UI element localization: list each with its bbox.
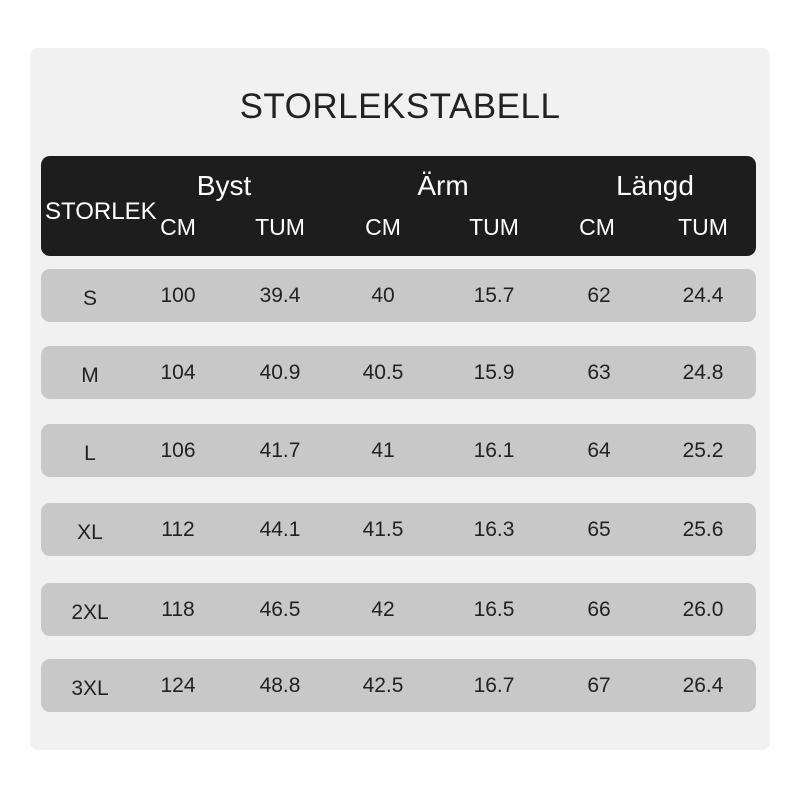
header-unit-length-tum: TUM [678,214,728,240]
cell-size: 3XL [71,676,109,700]
header-unit-sleeve-tum: TUM [469,214,519,240]
table-row [41,269,756,322]
table-row [41,346,756,399]
cell-sleeve-cm: 40 [371,283,395,307]
header-unit-bust-cm: CM [160,214,196,240]
cell-sleeve-tum: 15.9 [473,360,515,384]
cell-length-tum: 24.8 [682,360,724,384]
cell-size: XL [77,520,103,544]
cell-bust-tum: 41.7 [259,438,301,462]
cell-bust-cm: 112 [161,517,195,541]
cell-length-tum: 24.4 [682,283,724,307]
table-row [41,583,756,636]
cell-bust-cm: 124 [160,673,196,697]
cell-sleeve-tum: 15.7 [473,283,515,307]
cell-size: L [84,441,96,465]
cell-length-cm: 63 [587,360,611,384]
table-row [41,659,756,712]
header-unit-bust-tum: TUM [255,214,305,240]
cell-bust-cm: 118 [161,597,195,621]
cell-sleeve-tum: 16.3 [473,517,515,541]
header-group-length: Längd [616,170,694,201]
cell-size: 2XL [71,600,109,624]
cell-size: S [82,286,98,310]
cell-sleeve-cm: 40.5 [362,360,404,384]
header-group-bust: Byst [196,170,252,201]
header-size-label: STORLEK [45,198,157,225]
header-unit-sleeve-cm: CM [365,214,401,240]
cell-sleeve-cm: 41 [371,438,395,462]
cell-bust-tum: 39.4 [259,283,301,307]
cell-length-cm: 65 [587,517,611,541]
cell-length-cm: 66 [587,597,611,621]
header-group-sleeve: Ärm [417,170,469,201]
cell-sleeve-cm: 42.5 [362,673,404,697]
cell-sleeve-tum: 16.7 [473,673,515,697]
cell-length-tum: 25.2 [682,438,724,462]
table-header [41,156,756,256]
table-row [41,424,756,477]
cell-length-cm: 62 [587,283,611,307]
cell-length-tum: 26.0 [682,597,724,621]
cell-length-cm: 64 [587,438,611,462]
cell-bust-tum: 48.8 [259,673,301,697]
cell-sleeve-tum: 16.1 [473,438,515,462]
page-title: STORLEKSTABELL [239,87,561,126]
cell-sleeve-cm: 42 [371,597,395,621]
cell-length-tum: 26.4 [682,673,724,697]
cell-bust-cm: 106 [160,438,196,462]
header-unit-length-cm: CM [579,214,615,240]
size-chart-panel [30,48,770,750]
cell-bust-tum: 46.5 [259,597,301,621]
cell-bust-tum: 40.9 [259,360,301,384]
cell-sleeve-cm: 41.5 [362,517,404,541]
table-row [41,503,756,556]
cell-bust-cm: 100 [160,283,196,307]
cell-size: M [81,363,99,387]
cell-length-cm: 67 [587,673,611,697]
cell-bust-tum: 44.1 [259,517,301,541]
cell-sleeve-tum: 16.5 [473,597,515,621]
cell-bust-cm: 104 [160,360,196,384]
cell-length-tum: 25.6 [682,517,724,541]
